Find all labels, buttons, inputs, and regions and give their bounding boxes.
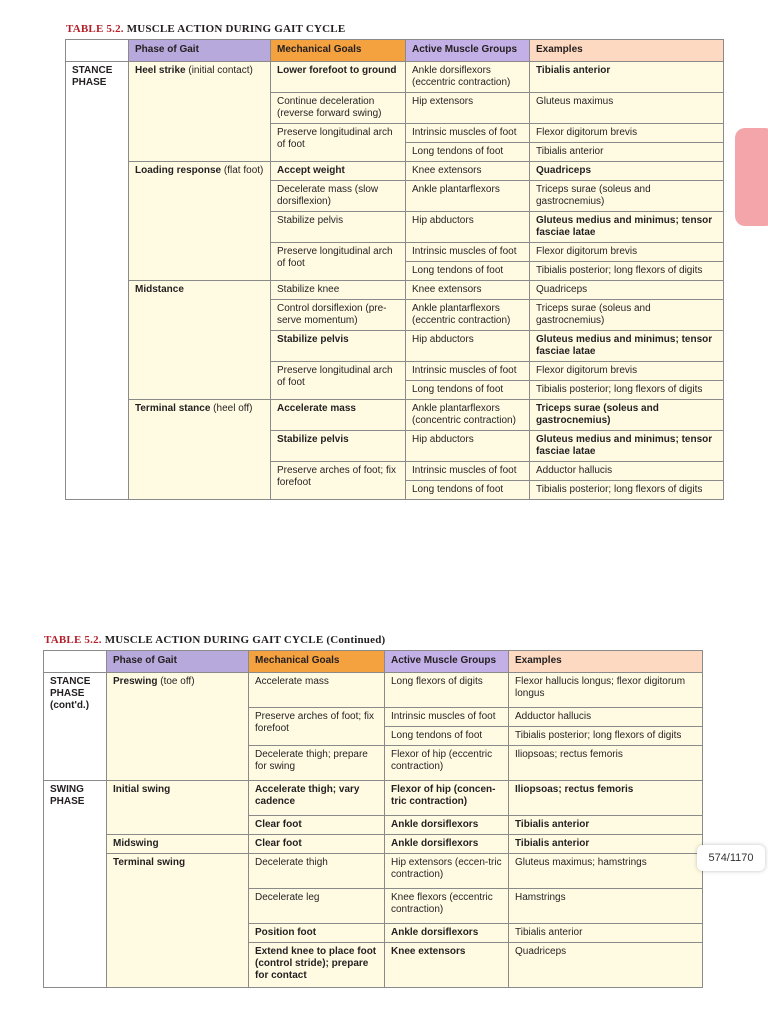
muscle-cell: Knee flexors (eccentric contraction) [385,889,509,924]
example-cell: Quadriceps [530,162,724,181]
stance-phase-label: STANCE PHASE [66,62,129,500]
example-cell: Tibialis posterior; long flexors of digits [530,481,724,500]
muscle-cell: Intrinsic muscles of foot [406,243,530,262]
phase-name: Preswing [113,676,158,687]
table1-header-blank [66,40,129,62]
example-cell: Gluteus maximus; hamstrings [509,854,703,889]
phase-name: Midswing [113,838,159,849]
goal-cell: Continue deceleration (reverse forward swing) [271,93,406,124]
muscle-cell: Hip abductors [406,212,530,243]
muscle-cell: Ankle dorsiflexors [385,924,509,943]
muscle-cell: Long tendons of foot [406,381,530,400]
example-cell: Adductor hallucis [509,708,703,727]
muscle-cell: Ankle plantarflexors (eccentric contraction) [406,300,530,331]
example-cell: Quadriceps [530,281,724,300]
muscle-cell: Knee extensors [406,281,530,300]
muscle-cell: Knee extensors [406,162,530,181]
example-cell: Flexor digitorum brevis [530,362,724,381]
goal-cell: Preserve longitudinal arch of foot [271,124,406,162]
phase-cell [129,400,271,500]
muscle-cell: Ankle plantarflexors [406,181,530,212]
gait-table-2 [43,650,703,988]
muscle-cell: Hip extensors [406,93,530,124]
goal-cell: Clear foot [249,835,385,854]
goal-cell: Decelerate thigh; prepare for swing [249,746,385,781]
example-cell: Tibialis anterior [509,835,703,854]
example-cell: Triceps surae (soleus and gastrocnemius) [530,181,724,212]
phase-cell [107,781,249,835]
table2-header-row [44,651,703,673]
table-row [44,781,703,816]
phase-note: (toe off) [157,676,195,687]
example-cell: Tibialis anterior [530,143,724,162]
table1-header-muscles: Active Muscle Groups [406,40,530,62]
goal-cell: Decelerate mass (slow dorsiflexion) [271,181,406,212]
phase-name: Midstance [135,284,184,295]
table2-header-goals: Mechanical Goals [249,651,385,673]
goal-cell: Preserve longitudinal arch of foot [271,362,406,400]
muscle-cell: Hip extensors (eccen-tric contraction) [385,854,509,889]
phase-note: (initial contact) [185,65,253,76]
table-row [44,835,703,854]
phase-note: (flat foot) [221,165,264,176]
goal-cell: Accelerate mass [271,400,406,431]
example-cell: Tibialis anterior [509,924,703,943]
example-cell: Flexor digitorum brevis [530,243,724,262]
table1-number: TABLE 5.2. [66,23,124,35]
phase-cell [107,854,249,988]
table2-header-blank [44,651,107,673]
example-cell: Tibialis anterior [509,816,703,835]
table1-caption [66,23,345,35]
example-cell: Flexor digitorum brevis [530,124,724,143]
goal-cell: Preserve arches of foot; fix forefoot [271,462,406,500]
example-cell: Triceps surae (soleus and gastrocnemius) [530,400,724,431]
phase-name: Initial swing [113,784,171,795]
table2-caption [44,634,385,646]
phase-cell [129,162,271,281]
table1-header-phase: Phase of Gait [129,40,271,62]
muscle-cell: Hip abductors [406,331,530,362]
goal-cell: Stabilize knee [271,281,406,300]
goal-cell: Decelerate leg [249,889,385,924]
example-cell: Tibialis posterior; long flexors of digits [530,262,724,281]
phase-name: Heel strike [135,65,186,76]
phase-cell [129,62,271,162]
table2-header-examples: Examples [509,651,703,673]
example-cell: Iliopsoas; rectus femoris [509,746,703,781]
stance-phase-contd-label: STANCE PHASE (cont'd.) [44,673,107,781]
muscle-cell: Long tendons of foot [406,262,530,281]
table-row [66,400,724,431]
muscle-cell: Ankle dorsiflexors [385,835,509,854]
table-row [44,673,703,708]
phase-cell [129,281,271,400]
muscle-cell: Intrinsic muscles of foot [406,124,530,143]
goal-cell: Preserve longitudinal arch of foot [271,243,406,281]
goal-cell: Stabilize pelvis [271,331,406,362]
table1-header-examples: Examples [530,40,724,62]
page-indicator: 574/1170 [697,845,765,871]
example-cell: Tibialis anterior [530,62,724,93]
table1-title: MUSCLE ACTION DURING GAIT CYCLE [126,23,346,35]
example-cell: Iliopsoas; rectus femoris [509,781,703,816]
table-row [44,854,703,889]
muscle-cell: Long tendons of foot [406,481,530,500]
table2-number: TABLE 5.2. [44,634,102,646]
phase-cell [107,835,249,854]
muscle-cell: Intrinsic muscles of foot [406,462,530,481]
example-cell: Tibialis posterior; long flexors of digits [530,381,724,400]
goal-cell: Accelerate thigh; vary cadence [249,781,385,816]
goal-cell: Decelerate thigh [249,854,385,889]
phase-cell [107,673,249,781]
phase-note: (heel off) [210,403,253,414]
muscle-cell: Ankle plantarflexors (concentric contraction) [406,400,530,431]
goal-cell: Control dorsiflexion (pre-serve momentum) [271,300,406,331]
muscle-cell: Ankle dorsiflexors [385,816,509,835]
goal-cell: Stabilize pelvis [271,431,406,462]
muscle-cell: Hip abductors [406,431,530,462]
muscle-cell: Long tendons of foot [385,727,509,746]
example-cell: Gluteus medius and minimus; tensor fasciae latae [530,331,724,362]
example-cell: Gluteus medius and minimus; tensor fasciae latae [530,431,724,462]
table1-header-row [66,40,724,62]
goal-cell: Position foot [249,924,385,943]
goal-cell: Lower forefoot to ground [271,62,406,93]
table-row [66,162,724,181]
phase-name: Terminal stance [135,403,211,414]
goal-cell: Accept weight [271,162,406,181]
muscle-cell: Ankle dorsiflexors (eccentric contraction) [406,62,530,93]
example-cell: Tibialis posterior; long flexors of digits [509,727,703,746]
example-cell: Triceps surae (soleus and gastrocnemius) [530,300,724,331]
example-cell: Hamstrings [509,889,703,924]
muscle-cell: Flexor of hip (eccentric contraction) [385,746,509,781]
example-cell: Gluteus maximus [530,93,724,124]
side-bookmark-tab[interactable] [735,128,768,226]
gait-table-1 [65,39,724,500]
example-cell: Adductor hallucis [530,462,724,481]
example-cell: Flexor hallucis longus; flexor digitorum longus [509,673,703,708]
table-row [66,281,724,300]
muscle-cell: Long tendons of foot [406,143,530,162]
swing-phase-label: SWING PHASE [44,781,107,988]
goal-cell: Preserve arches of foot; fix forefoot [249,708,385,746]
goal-cell: Stabilize pelvis [271,212,406,243]
table2-title: MUSCLE ACTION DURING GAIT CYCLE (Continued) [104,634,386,646]
muscle-cell: Long flexors of digits [385,673,509,708]
muscle-cell: Flexor of hip (concen-tric contraction) [385,781,509,816]
example-cell: Gluteus medius and minimus; tensor fasciae latae [530,212,724,243]
phase-name: Loading response [135,165,222,176]
table2-header-phase: Phase of Gait [107,651,249,673]
table-row [66,62,724,93]
table2-header-muscles: Active Muscle Groups [385,651,509,673]
goal-cell: Accelerate mass [249,673,385,708]
phase-name: Terminal swing [113,857,186,868]
muscle-cell: Intrinsic muscles of foot [406,362,530,381]
table1-header-goals: Mechanical Goals [271,40,406,62]
goal-cell: Extend knee to place foot (control stride); prepare for contact [249,943,385,988]
muscle-cell: Intrinsic muscles of foot [385,708,509,727]
goal-cell: Clear foot [249,816,385,835]
example-cell: Quadriceps [509,943,703,988]
muscle-cell: Knee extensors [385,943,509,988]
